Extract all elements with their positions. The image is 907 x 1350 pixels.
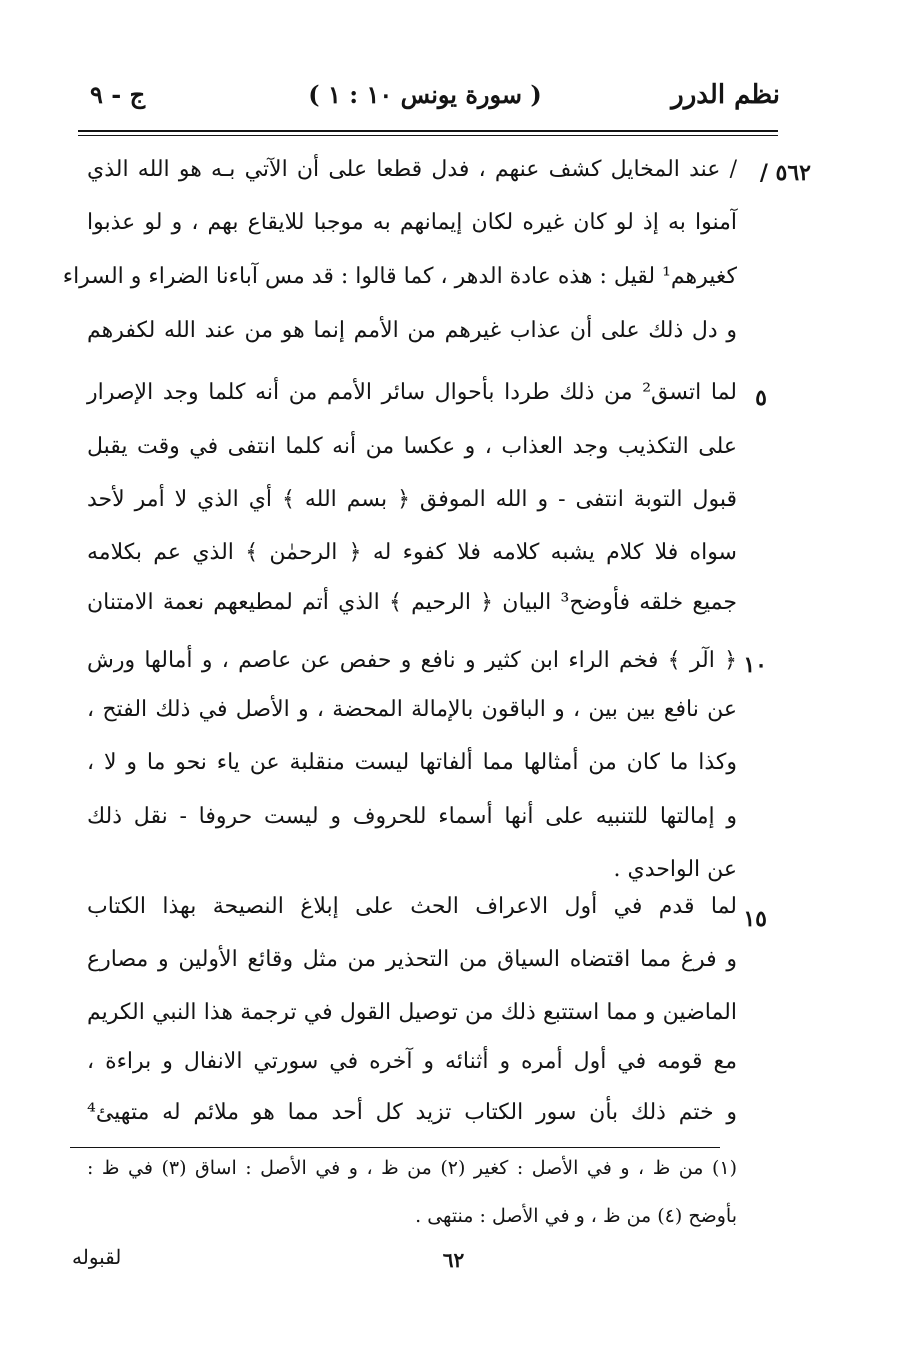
manuscript-folio-marker: ٥٦٢ / (759, 160, 811, 186)
line-number: ١٠ (743, 652, 767, 678)
book-title: نظم الدرر (671, 80, 780, 110)
catchword: لقبوله (72, 1245, 122, 1269)
text-line: لما قدم في أول الاعراف الحث على إبلاغ النصيحة بهذا الكتاب (87, 894, 737, 919)
text-line: لما اتسق² من ذلك طردا بأحوال سائر الأمم من أنه كلما وجد الإصرار (87, 380, 737, 405)
text-line: قبول التوبة انتفى - و الله الموفق ﴿ بسم الله ﴾ أي الذي لا أمر لأحد (87, 487, 737, 512)
footnote-rule (70, 1147, 720, 1148)
text-line: عن نافع بين بين ، و الباقون بالإمالة المحضة ، و الأصل في ذلك الفتح ، (87, 697, 737, 722)
text-line: كغيرهم¹ لقيل : هذه عادة الدهر ، كما قالوا : قد مس آباءنا الضراء و السراء (62, 264, 737, 289)
header-rule (78, 130, 778, 132)
page-number: ٦٢ (442, 1248, 465, 1272)
text-line: و ختم ذلك بأن سور الكتاب تزيد كل أحد مما هو ملائم له متهيئ⁴ (87, 1100, 737, 1125)
text-line: وكذا ما كان من أمثالها مما ألفاتها ليست منقلبة عن ياء نحو ما و لا ، (87, 750, 737, 775)
line-number: ٥ (755, 385, 767, 411)
text-line: ﴿ الٓر ﴾ فخم الراء ابن كثير و نافع و حفص عن عاصم ، و أمالها ورش (87, 648, 737, 673)
header-rule-thin (78, 135, 778, 136)
text-line: و إمالتها للتنبيه على أنها أسماء للحروف و ليست حروفا - نقل ذلك (87, 804, 737, 829)
text-line: الماضين و مما استتبع ذلك من توصيل القول في ترجمة هذا النبي الكريم (87, 1000, 737, 1025)
text-line: و دل ذلك على أن عذاب غيرهم من الأمم إنما هو من عند الله لكفرهم (87, 318, 737, 343)
surah-reference: ( سورة يونس ١٠ : ١ ) (308, 80, 542, 109)
text-line: عن الواحدي . (613, 857, 737, 882)
text-line: آمنوا به إذ لو كان غيره لكان إيمانهم به موجبا للايقاع بهم ، و لو عذبوا (87, 210, 737, 235)
text-line: / عند المخايل كشف عنهم ، فدل قطعا على أن الآتي بـه هو الله الذي (87, 157, 737, 182)
line-number: ١٥ (743, 906, 767, 932)
text-line: على التكذيب وجد العذاب ، و عكسا من أنه كلما انتفى في وقت يقبل (87, 434, 737, 459)
text-line: جميع خلقه فأوضح³ البيان ﴿ الرحيم ﴾ الذي أتم لمطيعهم نعمة الامتنان (87, 590, 737, 615)
running-header (70, 80, 780, 120)
volume-number: ج - ٩ (90, 80, 146, 109)
text-line: و فرغ مما اقتضاه السياق من التحذير من مثل وقائع الأولين و مصارع (87, 947, 737, 972)
text-line: مع قومه في أول أمره و أثنائه و آخره في سورتي الانفال و براءة ، (87, 1049, 737, 1074)
footnote-line: بأوضح (٤) من ظ ، و في الأصل : منتهى . (415, 1205, 737, 1227)
footnote-line: (١) من ظ ، و في الأصل : كغير (٢) من ظ ، و في الأصل : اساق (٣) في ظ : (87, 1157, 737, 1179)
text-line: سواه فلا كلام يشبه كلامه فلا كفوء له ﴿ الرحمٰن ﴾ الذي عم بكلامه (87, 540, 737, 565)
